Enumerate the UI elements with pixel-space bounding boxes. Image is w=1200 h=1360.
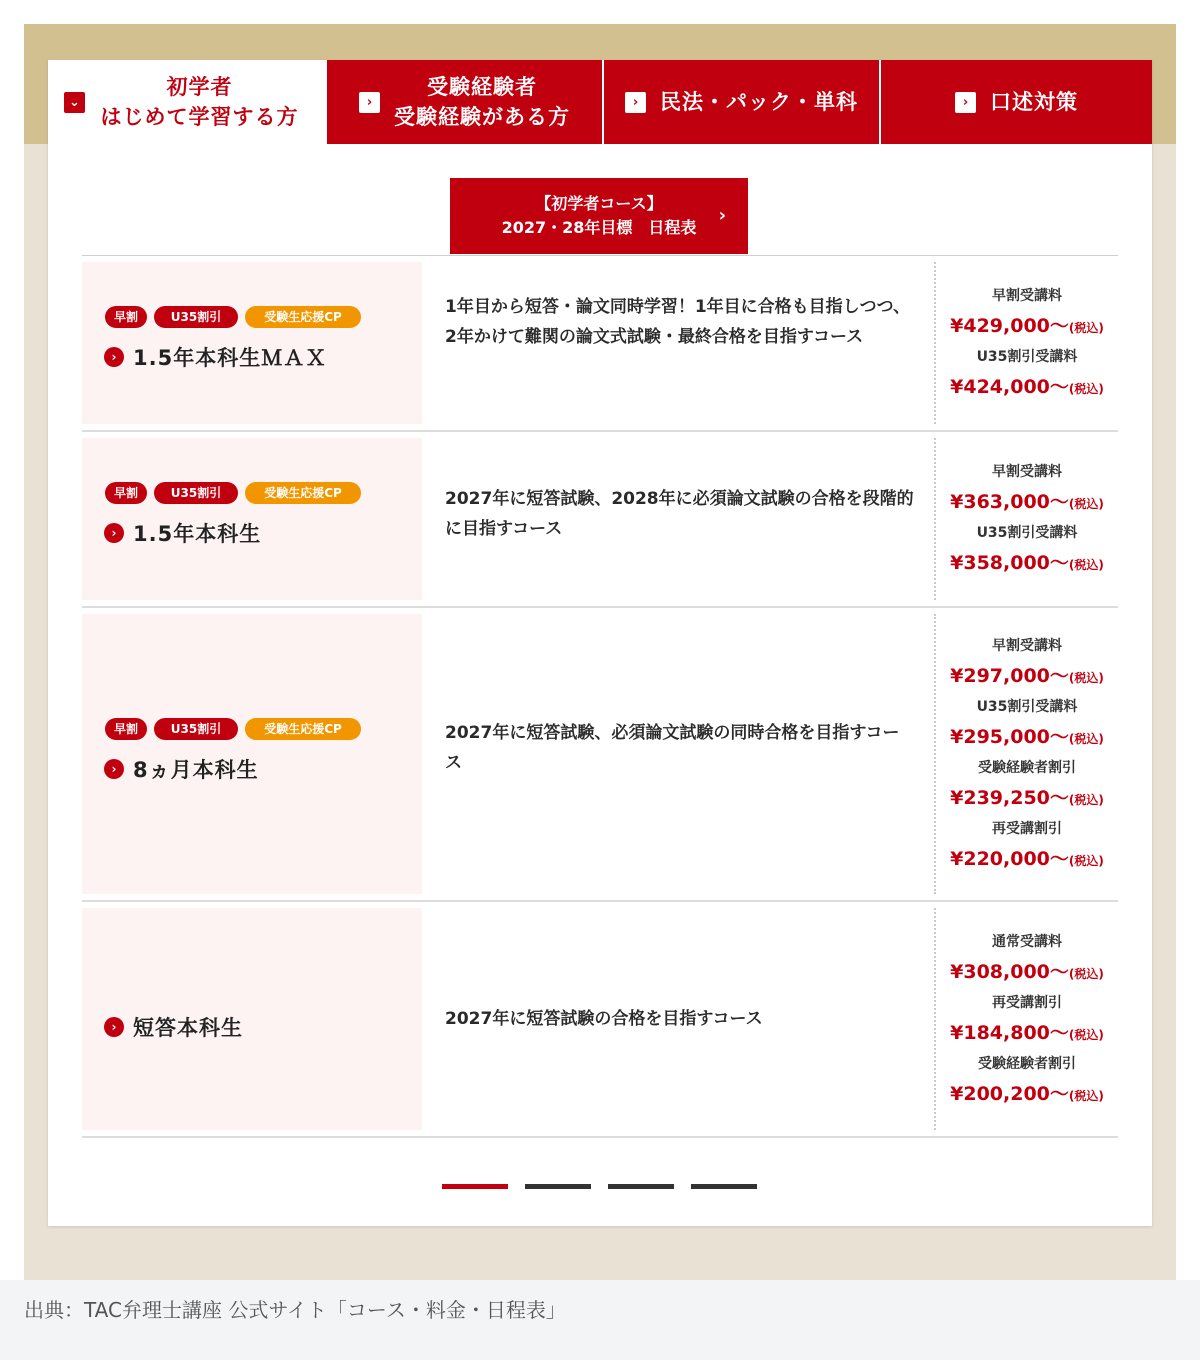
price-value: ¥429,000〜(税込) <box>950 315 1104 337</box>
price-label: U35割引受講料 <box>976 525 1078 541</box>
course-link[interactable] <box>104 518 261 548</box>
price-value: ¥308,000〜(税込) <box>950 960 1104 983</box>
slider-dot-3[interactable] <box>608 1184 674 1189</box>
page-frame <box>24 24 1176 1280</box>
tax-note: (税込) <box>1068 382 1104 396</box>
chevron-right-circle-icon: › <box>104 347 124 367</box>
tax-note: (税込) <box>1068 671 1104 685</box>
course-panel <box>48 60 1152 1226</box>
course-row <box>82 608 1118 902</box>
course-name-cell <box>82 614 422 894</box>
price-value: ¥424,000〜(税込) <box>950 376 1104 398</box>
price-value: ¥220,000〜(税込) <box>950 848 1104 870</box>
tax-note: (税込) <box>1068 558 1104 572</box>
tab-sublabel: はじめて学習する方 <box>100 105 299 129</box>
u35-discount-badge: U35割引 <box>154 718 238 740</box>
chevron-right-icon: › <box>625 92 646 113</box>
caption-text: 出典：TAC弁理士講座 公式サイト「コース・料金・日程表」 <box>24 1298 566 1322</box>
tab-label: 口述対策 <box>990 90 1078 114</box>
price-label: 受験経験者割引 <box>978 1055 1076 1072</box>
chevron-right-icon: › <box>718 205 726 226</box>
course-description: 2027年に短答試験の合格を目指すコース <box>445 1009 763 1029</box>
price-label: U35割引受講料 <box>976 699 1078 715</box>
schedule-button-subtitle: 2027・28年目標 日程表 <box>501 218 697 237</box>
price-value: ¥363,000〜(税込) <box>950 491 1104 513</box>
course-link[interactable] <box>104 342 327 372</box>
tab-civil-law-pack[interactable] <box>602 60 879 144</box>
badge-group <box>105 718 361 740</box>
source-caption <box>0 1280 1200 1360</box>
course-title: 短答本科生 <box>133 1016 243 1040</box>
exam-support-cp-badge: 受験生応援CP <box>245 718 361 740</box>
price-value: ¥184,800〜(税込) <box>950 1021 1104 1044</box>
price-label: 早割受講料 <box>992 288 1062 304</box>
chevron-right-circle-icon: › <box>104 523 124 543</box>
category-tabs <box>48 60 1152 144</box>
course-name-cell <box>82 908 422 1130</box>
tab-label: 民法・パック・単科 <box>660 90 858 114</box>
tab-sublabel: 受験経験がある方 <box>394 105 570 129</box>
price-cell <box>934 262 1118 424</box>
tax-note: (税込) <box>1068 497 1104 511</box>
course-title: 1.5年本科生ＭＡＸ <box>133 346 328 370</box>
tax-note: (税込) <box>1068 321 1104 335</box>
chevron-right-icon: › <box>955 92 976 113</box>
price-value: ¥200,200〜(税込) <box>950 1082 1104 1105</box>
course-row <box>82 256 1118 432</box>
price-cell <box>934 908 1118 1130</box>
slider-pagination <box>442 1184 757 1189</box>
slider-dot-2[interactable] <box>525 1184 591 1189</box>
price-label: 早割受講料 <box>992 638 1062 654</box>
badge-group <box>105 482 361 504</box>
schedule-button[interactable] <box>450 178 748 254</box>
price-label: 早割受講料 <box>992 464 1062 480</box>
tax-note: (税込) <box>1068 854 1104 868</box>
chevron-down-icon: ⌄ <box>64 92 85 113</box>
price-value: ¥297,000〜(税込) <box>950 665 1104 687</box>
early-discount-badge: 早割 <box>105 718 147 740</box>
price-value: ¥239,250〜(税込) <box>950 787 1104 809</box>
price-label: 受験経験者割引 <box>978 760 1076 776</box>
course-row <box>82 902 1118 1138</box>
chevron-right-circle-icon: › <box>104 1017 124 1037</box>
early-discount-badge: 早割 <box>105 306 147 328</box>
price-value: ¥295,000〜(税込) <box>950 726 1104 748</box>
tax-note: (税込) <box>1068 732 1104 746</box>
price-label: U35割引受講料 <box>976 349 1078 365</box>
course-title: 8ヵ月本科生 <box>133 758 259 782</box>
chevron-right-icon: › <box>359 92 380 113</box>
tab-oral-exam[interactable] <box>879 60 1152 144</box>
course-name-cell <box>82 438 422 600</box>
slider-dot-1[interactable] <box>442 1184 508 1189</box>
price-label: 再受講割引 <box>992 994 1062 1011</box>
tab-label: 初学者 <box>166 75 233 99</box>
tab-label: 受験経験者 <box>427 75 537 99</box>
price-cell <box>934 614 1118 894</box>
tab-beginner[interactable] <box>48 60 325 144</box>
tax-note: (税込) <box>1068 966 1104 981</box>
tax-note: (税込) <box>1068 1027 1104 1042</box>
tab-experienced[interactable] <box>325 60 602 144</box>
exam-support-cp-badge: 受験生応援CP <box>245 306 361 328</box>
price-label: 再受講割引 <box>992 821 1062 837</box>
tax-note: (税込) <box>1068 793 1104 807</box>
u35-discount-badge: U35割引 <box>154 482 238 504</box>
u35-discount-badge: U35割引 <box>154 306 238 328</box>
price-value: ¥358,000〜(税込) <box>950 552 1104 574</box>
course-description: 1年目から短答・論文同時学習！1年目に合格も目指しつつ、2年かけて難関の論文式試験・最終合格を目指すコース <box>445 297 910 347</box>
badge-group <box>105 306 361 328</box>
course-row <box>82 432 1118 608</box>
course-link[interactable] <box>104 1012 243 1042</box>
course-description: 2027年に短答試験、必須論文試験の同時合格を目指すコース <box>445 723 900 773</box>
schedule-button-title: 【初学者コース】 <box>535 194 663 213</box>
price-cell <box>934 438 1118 600</box>
exam-support-cp-badge: 受験生応援CP <box>245 482 361 504</box>
chevron-right-circle-icon: › <box>104 759 124 779</box>
course-link[interactable] <box>104 754 259 784</box>
course-description: 2027年に短答試験、2028年に必須論文試験の合格を段階的に目指すコース <box>445 489 914 539</box>
course-title: 1.5年本科生 <box>133 522 262 546</box>
price-label: 通常受講料 <box>992 933 1062 950</box>
tax-note: (税込) <box>1068 1088 1104 1103</box>
slider-dot-4[interactable] <box>691 1184 757 1189</box>
early-discount-badge: 早割 <box>105 482 147 504</box>
course-name-cell <box>82 262 422 424</box>
course-list <box>82 256 1118 1138</box>
